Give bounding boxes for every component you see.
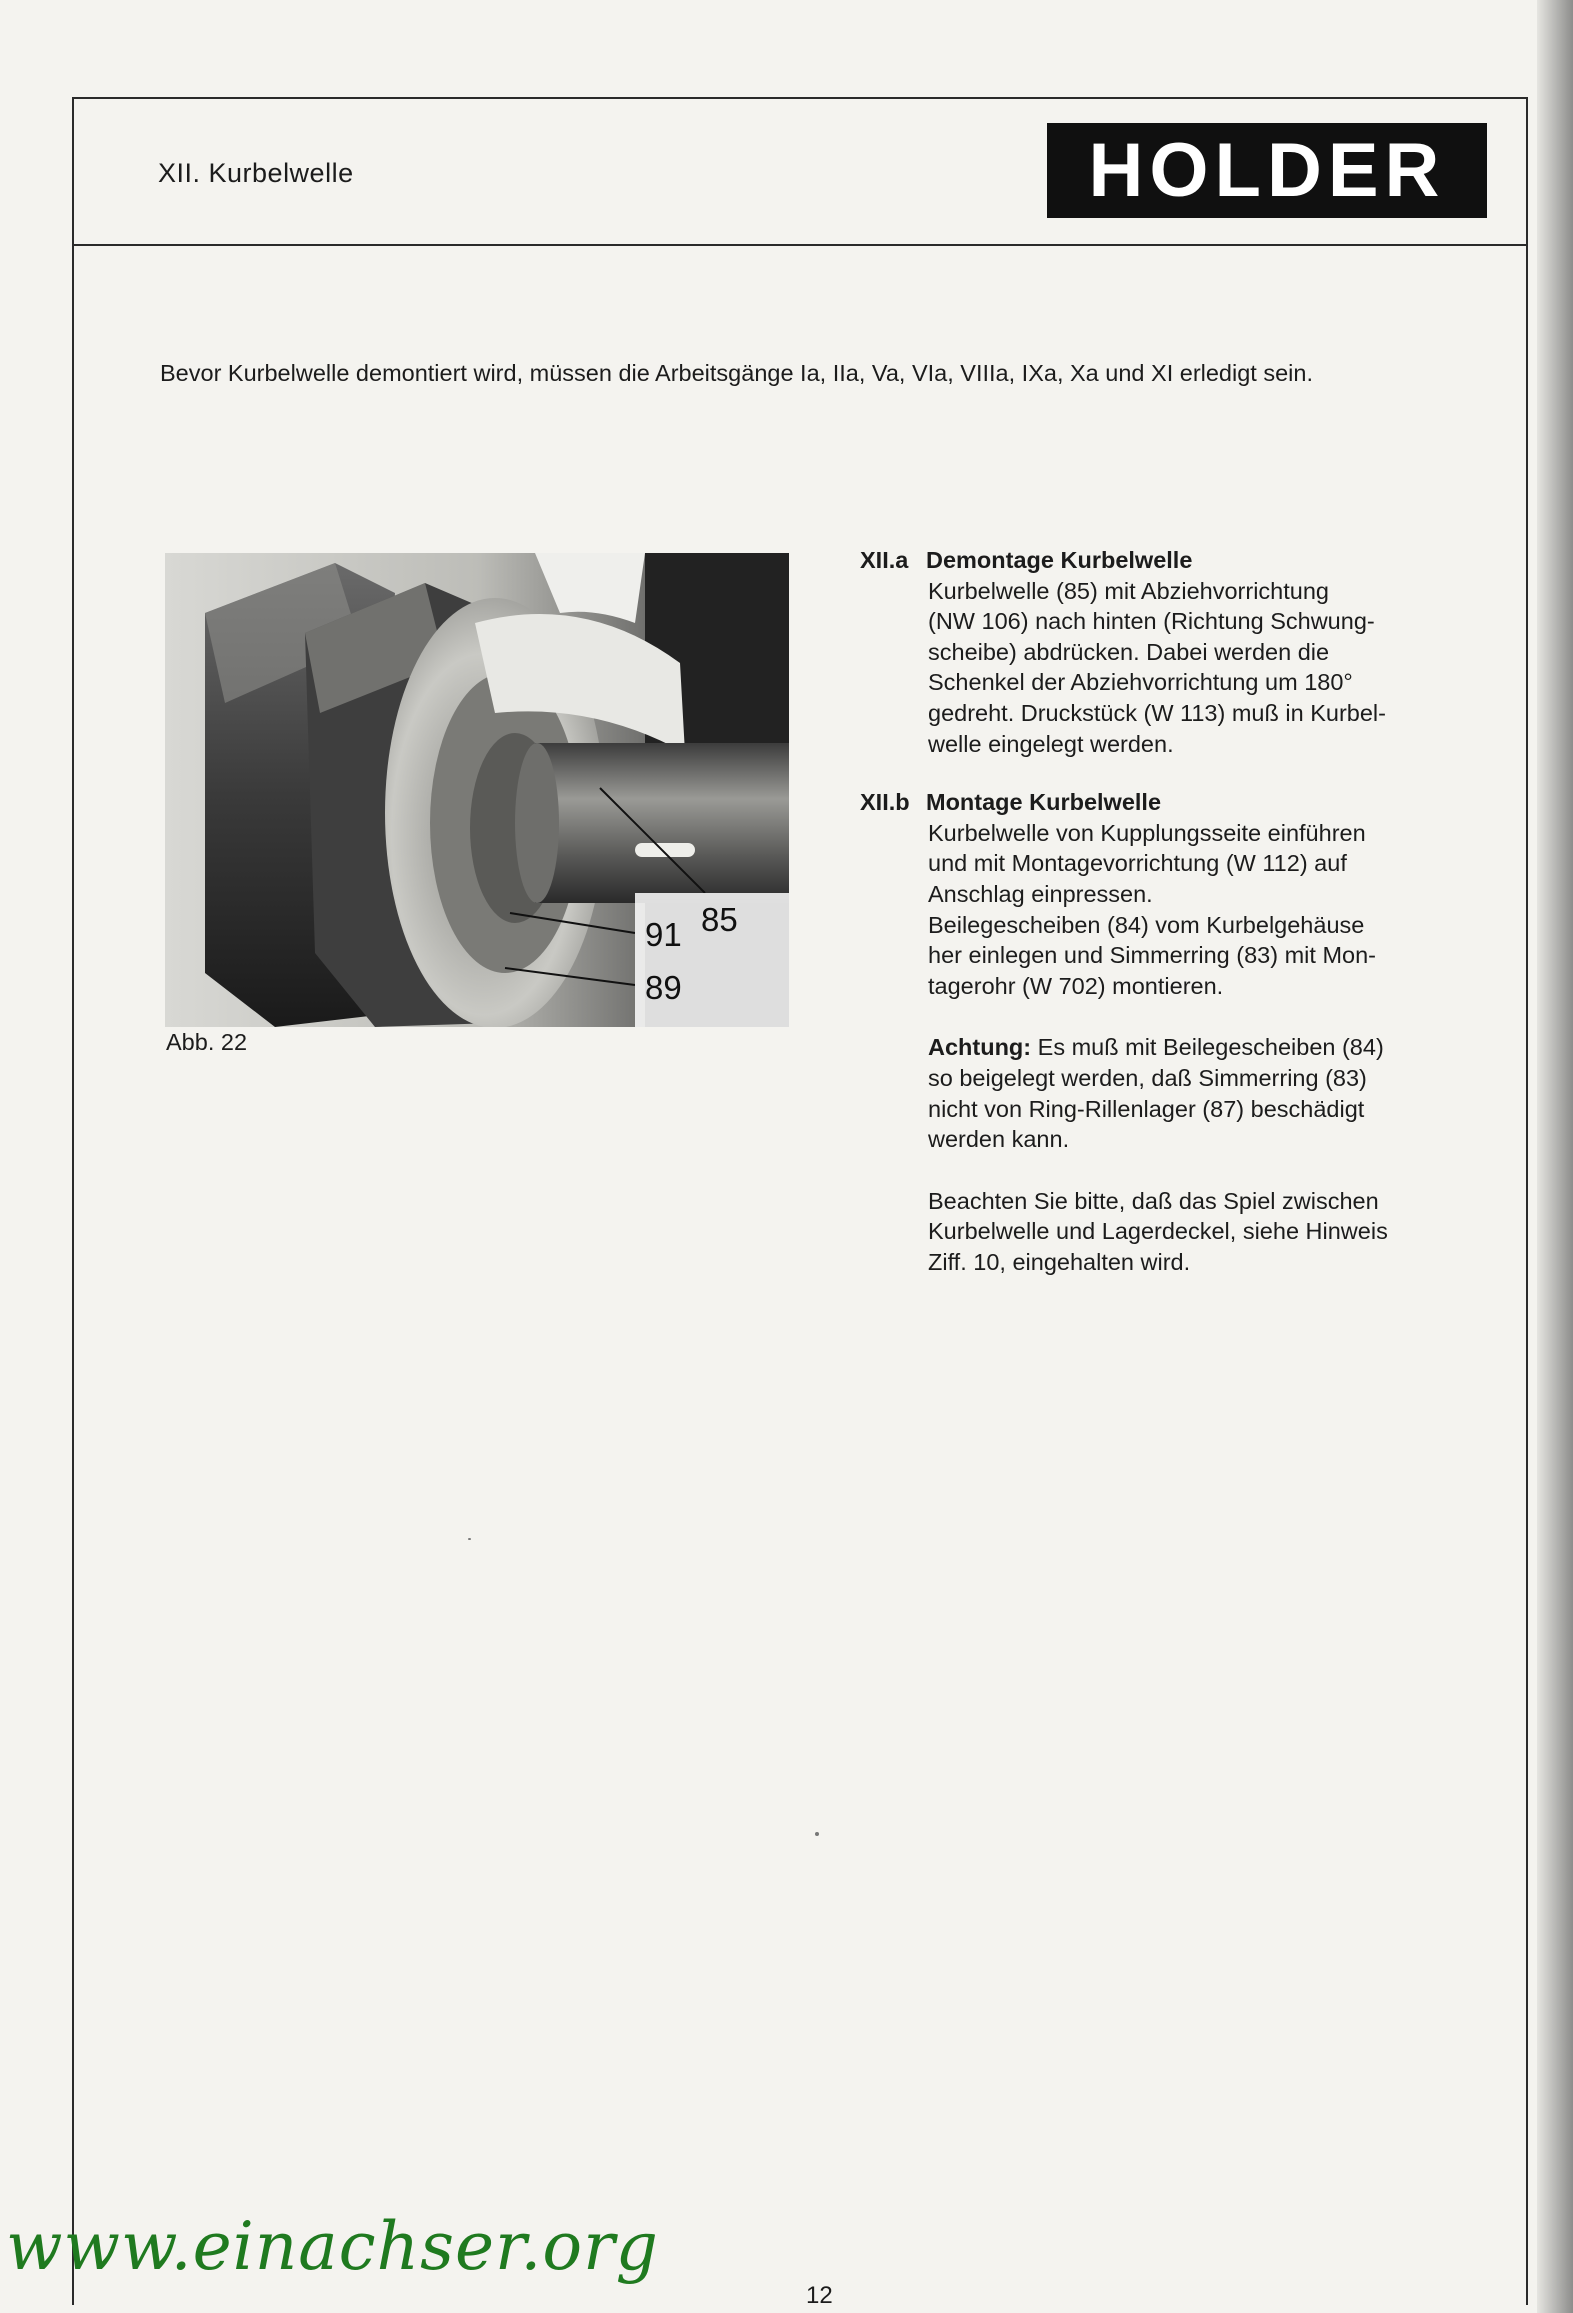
callout-85: 85 xyxy=(701,901,738,938)
intro-text: Bevor Kurbelwelle demontiert wird, müssen die Arbeitsgänge Ia, IIa, Va, VIa, VIIIa, IXa, Xa und XI erledigt sein. xyxy=(160,360,1313,386)
step-line: Kurbelwelle (85) mit Abziehvorrichtung xyxy=(928,577,1329,604)
step-line: her einlegen und Simmerring (83) mit Mon- xyxy=(928,942,1376,969)
attention-line: werden kann. xyxy=(928,1126,1070,1153)
step-line: Kurbelwelle von Kupplungsseite einführen xyxy=(928,819,1366,846)
note-line: Kurbelwelle und Lagerdeckel, siehe Hinweis xyxy=(928,1218,1388,1245)
step-line: scheibe) abdrücken. Dabei werden die xyxy=(928,638,1330,665)
step-line: Anschlag einpressen. xyxy=(928,880,1153,907)
logo-text: HOLDER xyxy=(1088,127,1446,213)
step-title: Demontage Kurbelwelle xyxy=(926,547,1193,573)
procedure-steps xyxy=(860,545,1440,1277)
step-line: und mit Montagevorrichtung (W 112) auf xyxy=(928,850,1347,877)
step-title: Montage Kurbelwelle xyxy=(926,789,1162,816)
step-line: gedreht. Druckstück (W 113) muß in Kurbel- xyxy=(928,699,1386,726)
section-title: XII. Kurbelwelle xyxy=(158,158,354,188)
page-number: 12 xyxy=(806,2282,833,2309)
holder-logo xyxy=(1047,123,1487,218)
callout-91: 91 xyxy=(645,916,682,953)
scan-speck xyxy=(815,1832,819,1836)
step-line: welle eingelegt werden. xyxy=(928,730,1174,757)
attention-line xyxy=(928,1032,1440,1063)
scan-speck xyxy=(468,1538,471,1540)
attention-line: nicht von Ring-Rillenlager (87) beschädigt xyxy=(928,1095,1365,1122)
footer-url: www.einachser.org xyxy=(6,2208,659,2285)
page-edge-shadow xyxy=(1537,0,1573,2313)
step-number: XII.a xyxy=(860,547,909,573)
header-divider xyxy=(72,244,1528,246)
attention-text: Es muß mit Beilegescheiben (84) xyxy=(1031,1034,1384,1061)
step-line: Beilegescheiben (84) vom Kurbelgehäuse xyxy=(928,911,1365,938)
figure-caption: Abb. 22 xyxy=(166,1029,248,1055)
step-line: Schenkel der Abziehvorrichtung um 180° xyxy=(928,669,1353,696)
step-xii-b xyxy=(860,787,1440,1277)
figure-photo xyxy=(165,553,789,1027)
step-xii-a xyxy=(860,545,1440,759)
callout-89: 89 xyxy=(645,969,682,1006)
attention-line: so beigelegt werden, daß Simmerring (83) xyxy=(928,1064,1367,1091)
note-line: Ziff. 10, eingehalten wird. xyxy=(928,1248,1191,1275)
attention-label: Achtung: xyxy=(928,1034,1032,1061)
step-number: XII.b xyxy=(860,789,910,816)
step-line: (NW 106) nach hinten (Richtung Schwung- xyxy=(928,608,1375,635)
crankshaft-photo xyxy=(165,553,789,1027)
step-line: tagerohr (W 702) montieren. xyxy=(928,972,1224,999)
note-line: Beachten Sie bitte, daß das Spiel zwischen xyxy=(928,1187,1379,1214)
